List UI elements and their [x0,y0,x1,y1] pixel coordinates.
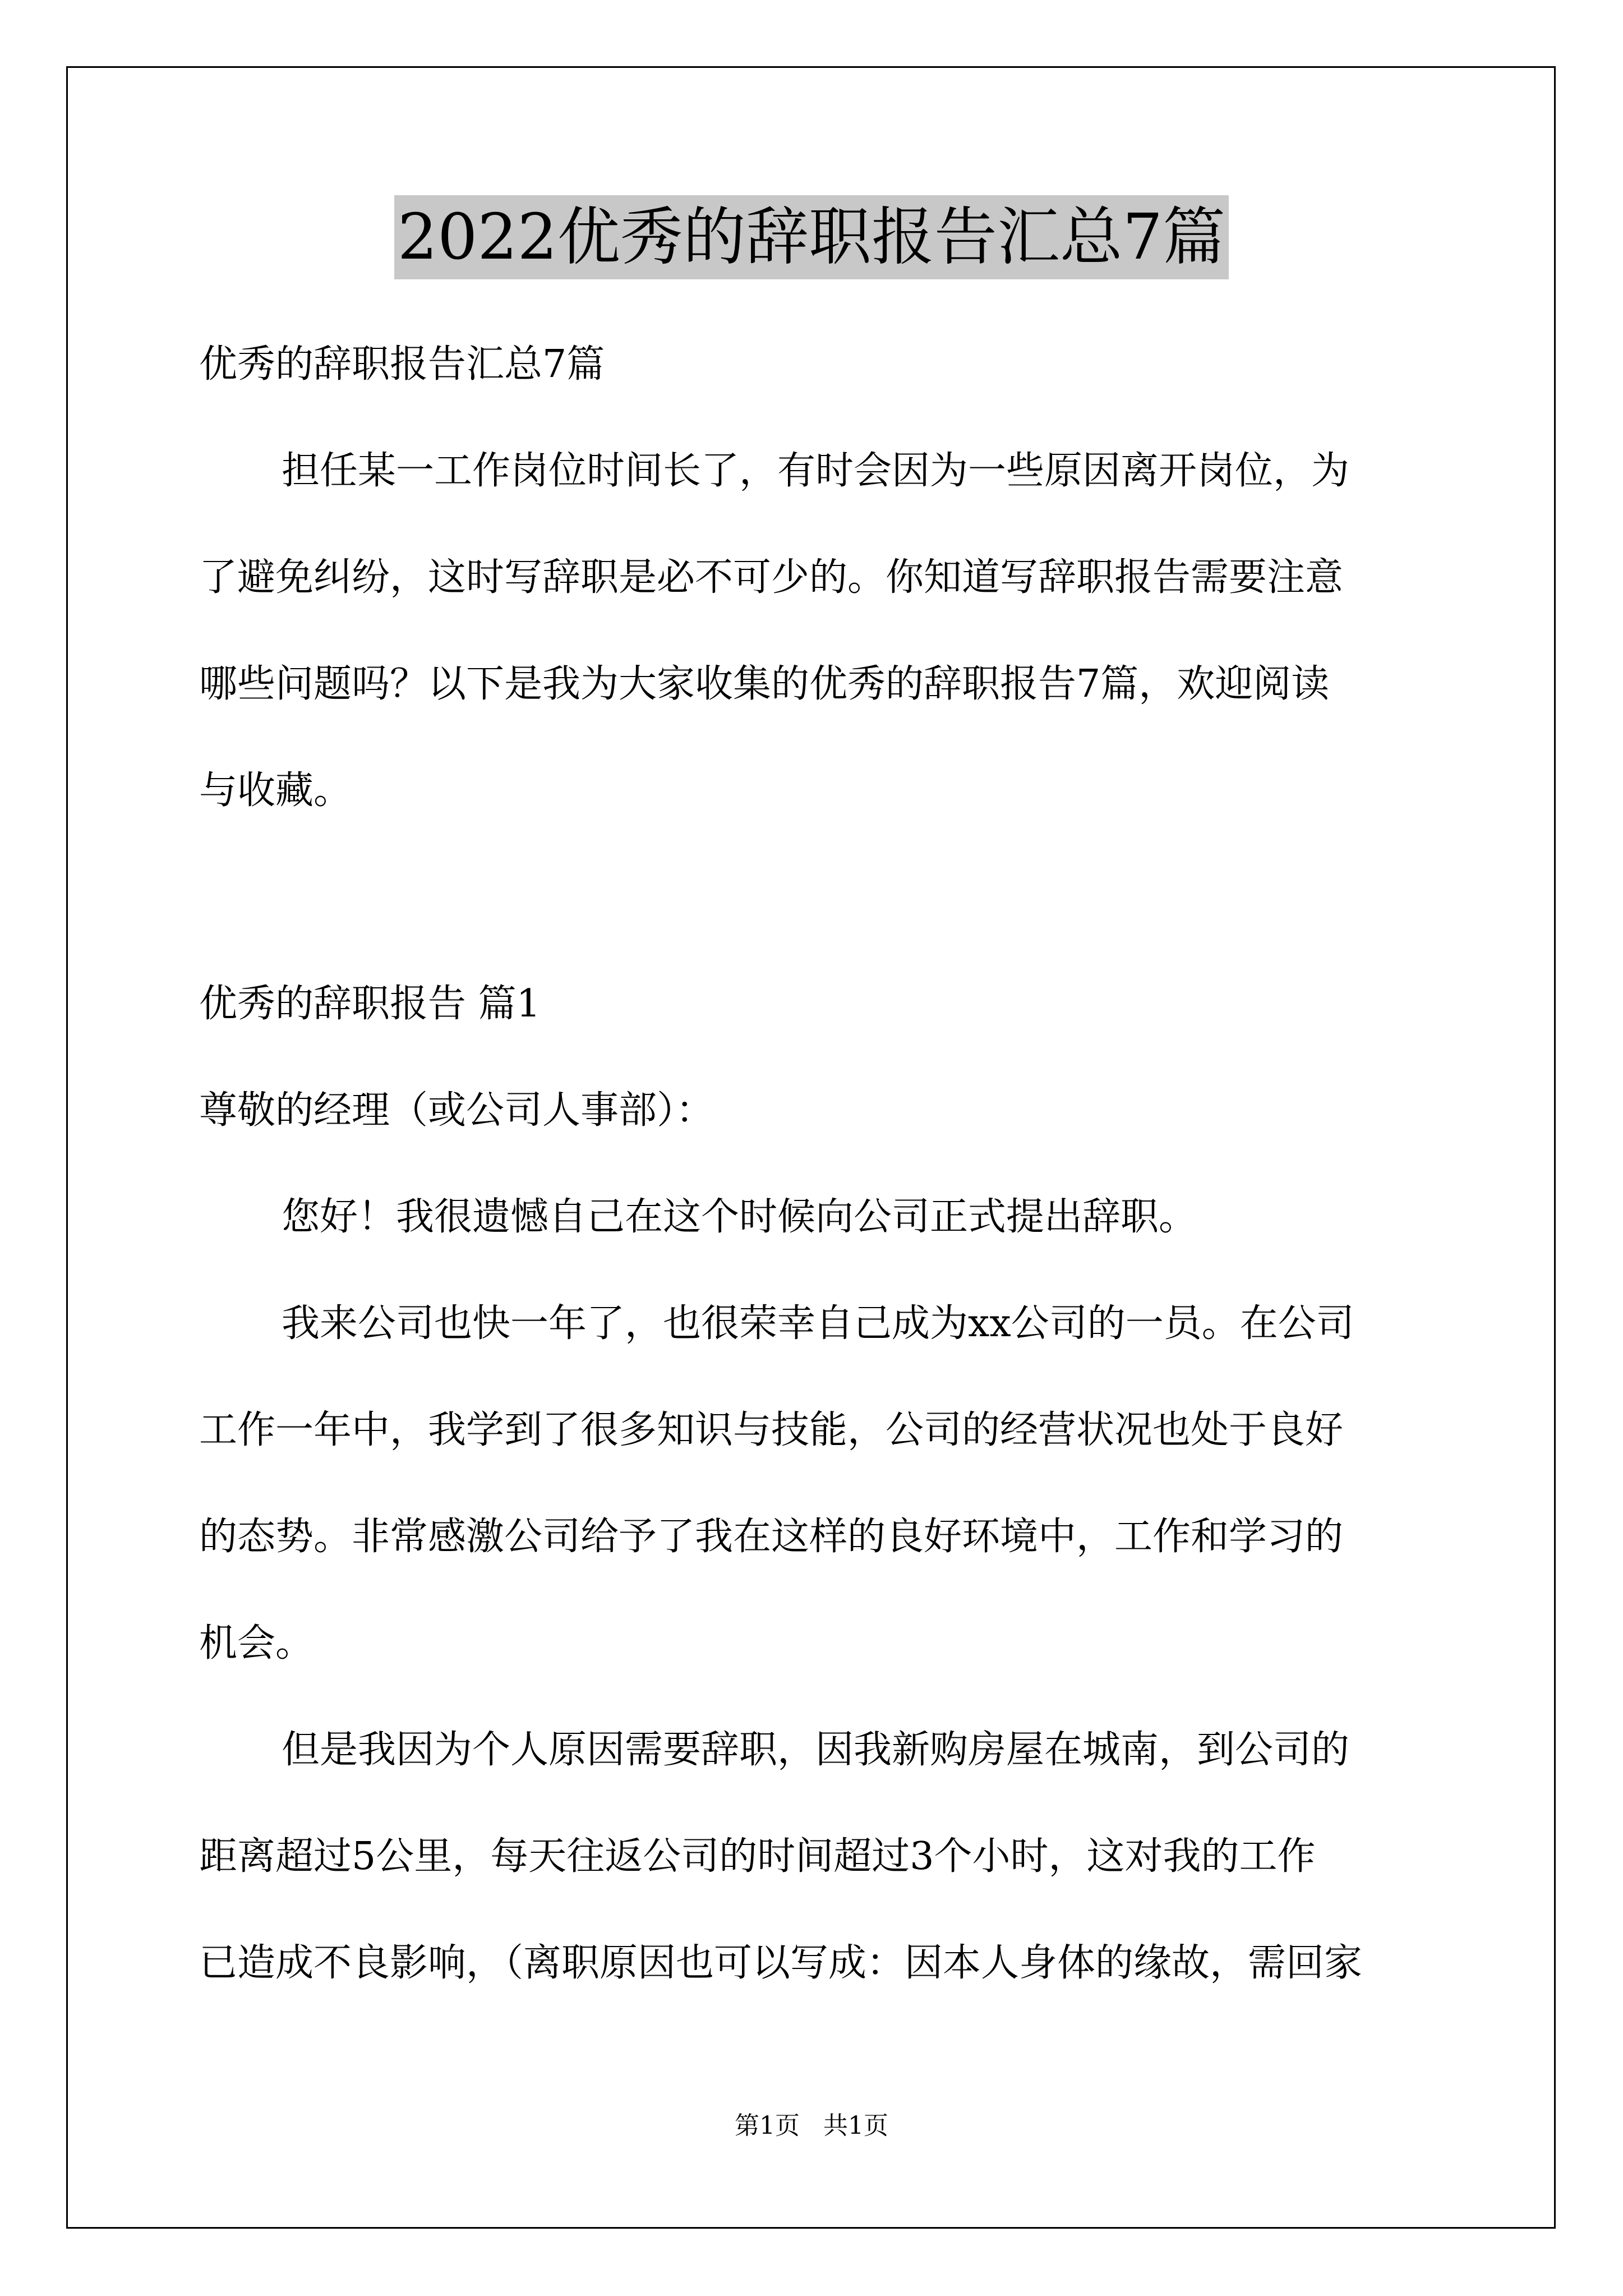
paragraph-2-line-3: 已造成不良影响，（离职原因也可以写成：因本人身体的缘故，需回家 [199,1941,1363,1985]
document-title: 2022优秀的辞职报告汇总7篇 [394,195,1229,279]
title-wrap [0,195,1623,279]
paragraph-1-line-3: 的态势。非常感激公司给予了我在这样的良好环境中，工作和学习的 [199,1515,1344,1559]
intro-line-4: 与收藏。 [199,769,352,813]
intro-line-2: 了避免纠纷，这时写辞职是必不可少的。你知道写辞职报告需要注意 [199,555,1344,600]
paragraph-1-line-2: 工作一年中，我学到了很多知识与技能，公司的经营状况也处于良好 [199,1408,1344,1452]
paragraph-1-line-1: 我来公司也快一年了，也很荣幸自己成为xx公司的一员。在公司 [282,1301,1354,1346]
document-body [199,311,1426,2017]
intro-line-3: 哪些问题吗？以下是我为大家收集的优秀的辞职报告7篇，欢迎阅读 [199,662,1330,706]
paragraph-2-line-2: 距离超过5公里，每天往返公司的时间超过3个小时，这对我的工作 [199,1834,1316,1879]
intro-line-1: 担任某一工作岗位时间长了，有时会因为一些原因离开岗位，为 [282,449,1350,493]
page-footer: 第1页 共1页 [735,2111,888,2140]
subtitle: 优秀的辞职报告汇总7篇 [199,342,605,386]
salutation: 尊敬的经理（或公司人事部）： [199,1088,714,1133]
paragraph-2-line-1: 但是我因为个人原因需要辞职，因我新购房屋在城南，到公司的 [282,1728,1350,1772]
section-heading: 优秀的辞职报告 篇1 [199,982,541,1026]
section-gap [199,844,1426,951]
greeting: 您好！我很遗憾自己在这个时候向公司正式提出辞职。 [282,1195,1197,1239]
paragraph-1-line-4: 机会。 [199,1621,314,1665]
